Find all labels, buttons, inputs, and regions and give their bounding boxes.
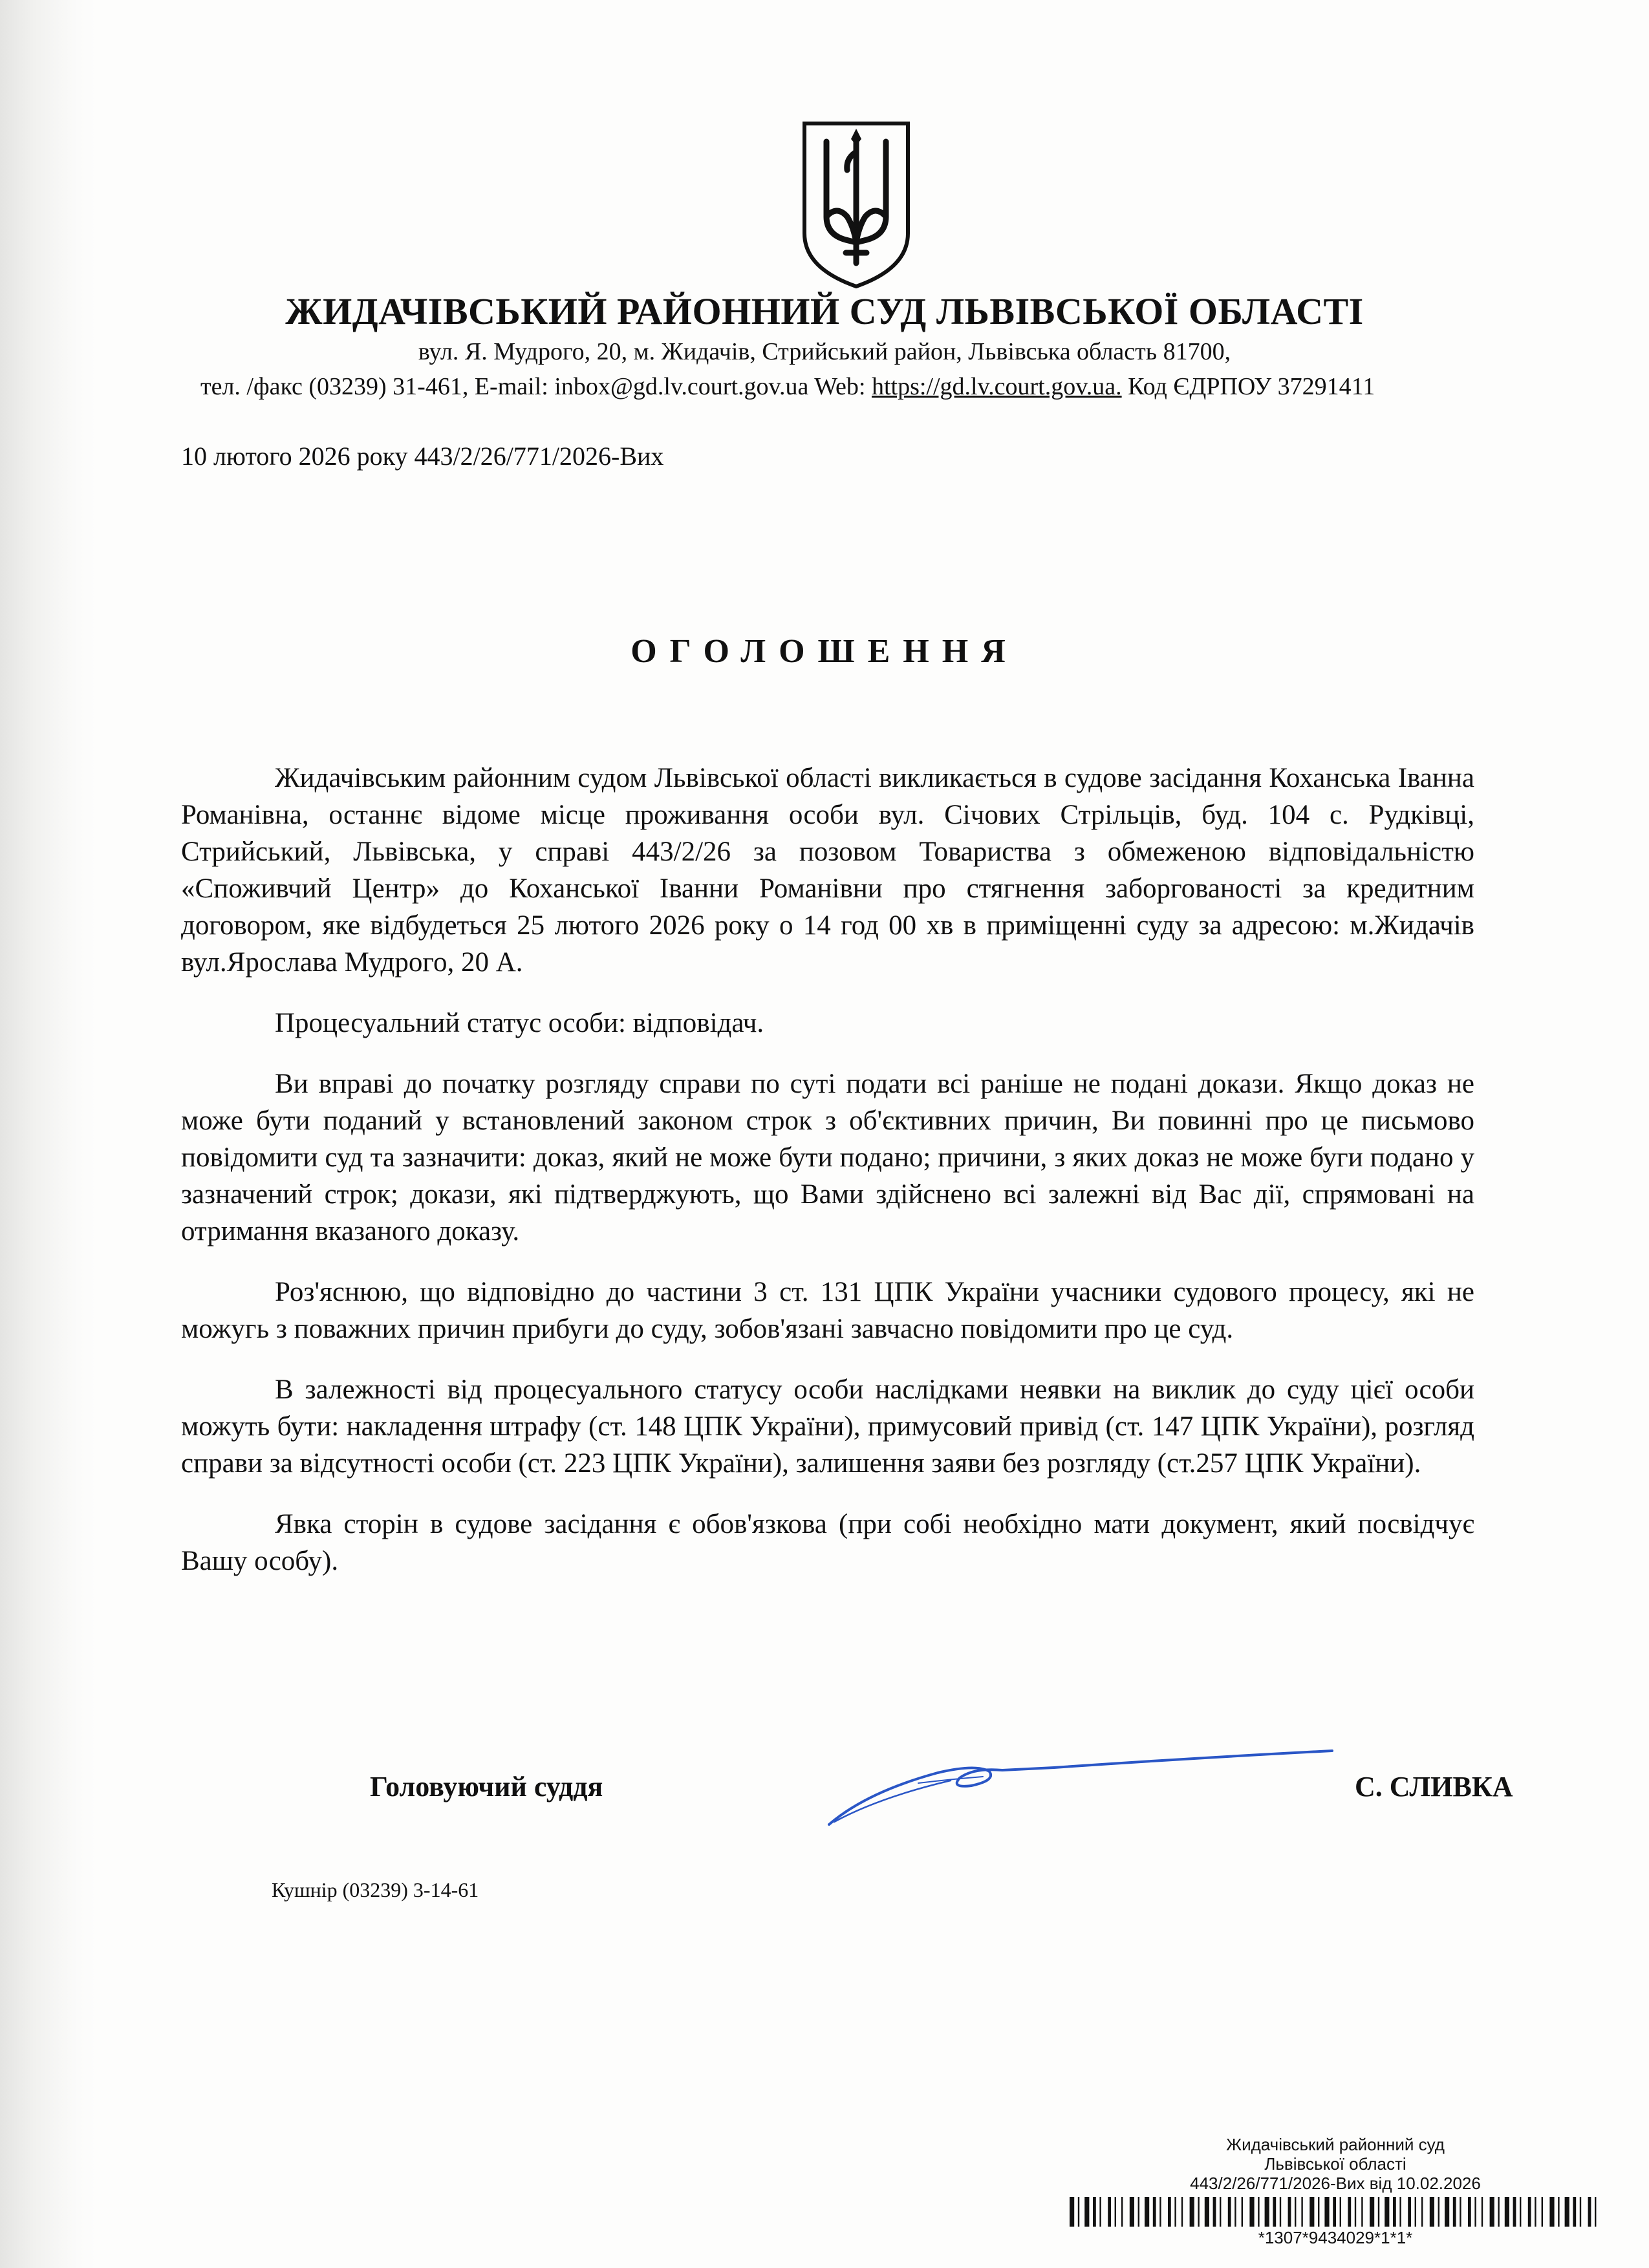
signer-position: Головуючий суддя [370, 1771, 603, 1803]
registration-stamp [1067, 2135, 1604, 2247]
signer-name: С. СЛИВКА [1355, 1771, 1513, 1803]
notice-paragraph: Явка сторін в судове засідання є обов'язкова (при собі необхідно мати документ, який посвідчує Вашу особу). [181, 1509, 1474, 1576]
court-name: ЖИДАЧІВСЬКИЙ РАЙОННИЙ СУД ЛЬВІВСЬКОЇ ОБЛАСТІ [285, 290, 1364, 332]
outgoing-number: 10 лютого 2026 року 443/2/26/771/2026-Вих [181, 442, 664, 471]
document-title: ОГОЛОШЕННЯ [630, 633, 1018, 670]
notice-paragraph: Жидачівським районним судом Львівської області викликається в судове засідання Коханська Іванна Романівна, останнє відоме місце проживання особи вул. Січових Стрільців, буд. 104 с. Рудківці, Стрийський, Львівська, у справі 443/2/26 за позовом Товариства з обмеженою відповідальністю «Споживчий Центр» до Коханської Іванни Романівни про стягнення заборгованості за кредитним договором, яке відбудеться 25 лютого 2026 року о 14 год 00 хв в приміщенні суду за адресою: м.Жидачів вул.Ярослава Мудрого, 20 А. [181, 763, 1474, 978]
stamp-court-line: Жидачівський районний суд [1226, 2135, 1445, 2154]
stamp-region-line: Львівської області [1264, 2154, 1406, 2174]
notice-paragraph: Роз'яснюю, що відповідно до частини 3 ст. 131 ЦПК України учасники судового процесу, які не можугь з поважних причин прибуги до суду, зобов'язані завчасно повідомити про це суд. [181, 1277, 1474, 1344]
court-contacts [200, 372, 1375, 401]
notice-body [181, 760, 1474, 1603]
notice-paragraph: В залежності від процесуального статусу особи наслідками неявки на виклик до суду цієї особи можуть бути: накладення штрафу (ст. 148 ЦПК України), примусовий привід (ст. 147 ЦПК України), розгляд справи за відсутності особи (ст. 223 ЦПК України), залишення заяви без розгляду (ст.257 ЦПК України). [181, 1375, 1474, 1479]
trident-coat-of-arms-icon [801, 120, 912, 290]
stamp-registration-number: 443/2/26/771/2026-Вих від 10.02.2026 [1190, 2174, 1481, 2193]
contact-phone-email: тел. /факс (03239) 31-461, E-mail: inbox@gd.lv.court.gov.ua Web: [200, 373, 872, 400]
notice-paragraph: Процесуальний статус особи: відповідач. [275, 1008, 764, 1038]
handwritten-signature [821, 1739, 1339, 1836]
executor-contact: Кушнір (03239) 3-14-61 [272, 1878, 479, 1901]
court-address: вул. Я. Мудрого, 20, м. Жидачів, Стрийський район, Львівська область 81700, [418, 338, 1231, 365]
website-link[interactable]: https://gd.lv.court.gov.ua. [871, 373, 1122, 400]
barcode-number: *1307*9434029*1*1* [1258, 2228, 1413, 2247]
notice-paragraph: Ви вправі до початку розгляду справи по суті подати всі раніше не подані докази. Якщо доказ не може бути поданий у встановлений законом строк з об'єктивних причин, Ви повинні про це письмово повідомити суд та зазначити: доказ, який не може бути подано; причини, з яких доказ не може буги подано у зазначений строк; докази, які підтверджують, що Вами здійснено всі залежні від Вас дії, спрямовані на отримання вказаного доказу. [181, 1069, 1474, 1246]
barcode-icon [1067, 2197, 1604, 2227]
edrpou-code: Код ЄДРПОУ 37291411 [1121, 373, 1375, 400]
